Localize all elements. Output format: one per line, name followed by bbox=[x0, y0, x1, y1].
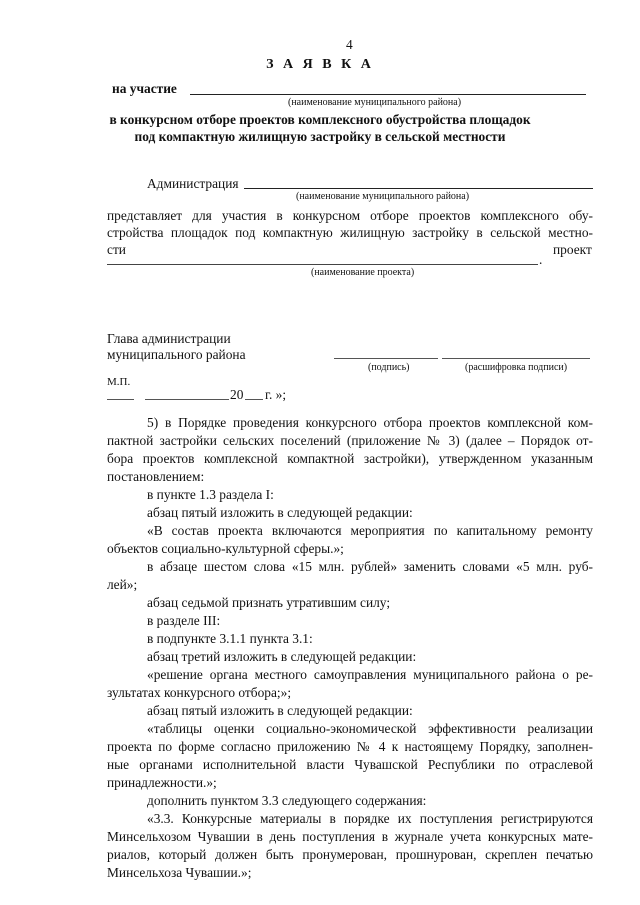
amend-line-9: в абзаце шестом слова «15 млн. рублей» заменить словами «5 млн. руб- bbox=[147, 559, 593, 574]
amend-line-1: 5) в Порядке проведения конкурсного отбора проектов комплексной ком- bbox=[147, 415, 593, 430]
date-year-line bbox=[245, 399, 263, 400]
amend-line-15: «решение органа местного самоуправления муниципального района о ре- bbox=[147, 667, 593, 682]
amend-line-20: ные органами исполнительной власти Чувашской Республики по отраслевой bbox=[107, 757, 593, 772]
admin-text-line-3-right: проект bbox=[553, 242, 592, 257]
amend-line-10: лей»; bbox=[107, 577, 138, 592]
amend-line-14: абзац третий изложить в следующей редакции: bbox=[147, 649, 417, 664]
date-day-line bbox=[107, 399, 134, 400]
amend-line-16: зультатах конкурсного отбора;»; bbox=[107, 685, 292, 700]
seal-label: М.П. bbox=[107, 376, 131, 388]
subject-line-2: под компактную жилищную застройку в сельской местности bbox=[134, 129, 506, 144]
project-line-end: . bbox=[539, 252, 543, 267]
document-title: З А Я В К А bbox=[266, 57, 374, 72]
amend-line-12: в разделе III: bbox=[147, 613, 221, 628]
decode-blank-line bbox=[442, 358, 590, 359]
district-caption: (наименование муниципального района) bbox=[288, 97, 462, 108]
administration-blank-line bbox=[244, 188, 593, 189]
amend-line-18: «таблицы оценки социально-экономической эффективности реализации bbox=[147, 721, 593, 736]
amend-line-6: абзац пятый изложить в следующей редакции: bbox=[147, 505, 413, 520]
head-title-line-2: муниципального района bbox=[107, 347, 246, 362]
date-month-line bbox=[145, 399, 229, 400]
page-number: 4 bbox=[346, 37, 353, 52]
project-caption: (наименование проекта) bbox=[311, 267, 415, 278]
amend-line-11: абзац седьмой признать утратившим силу; bbox=[147, 595, 391, 610]
amend-line-13: в подпункте 3.1.1 пункта 3.1: bbox=[147, 631, 313, 646]
administration-label: Администрация bbox=[147, 176, 239, 191]
amend-line-7: «В состав проекта включаются мероприятия по капитальному ремонту bbox=[147, 523, 593, 538]
admin-text-line-1: представляет для участия в конкурсном отборе проектов комплексного обу- bbox=[107, 208, 593, 223]
amend-line-22: дополнить пунктом 3.3 следующего содержания: bbox=[147, 793, 427, 808]
head-title-line-1: Глава администрации bbox=[107, 331, 231, 346]
amend-line-19: проекта по форме согласно приложению № 4 к настоящему Порядку, заполнен- bbox=[107, 739, 593, 754]
amend-line-21: принадлежности.»; bbox=[107, 775, 217, 790]
amend-line-3: бора проектов комплексной компактной застройки), утвержденном указанным bbox=[107, 451, 593, 466]
participation-label: на участие bbox=[112, 81, 177, 96]
amend-line-25: риалов, который должен быть пронумерован, прошнурован, скреплен печатью bbox=[107, 847, 593, 862]
amend-line-2: пактной застройки сельских поселений (приложение № 3) (далее – Порядок от- bbox=[107, 433, 593, 448]
amend-line-17: абзац пятый изложить в следующей редакции: bbox=[147, 703, 413, 718]
administration-caption: (наименование муниципального района) bbox=[296, 191, 470, 202]
project-blank-line bbox=[107, 264, 538, 265]
decode-caption: (расшифровка подписи) bbox=[465, 362, 568, 373]
amend-line-23: «3.3. Конкурсные материалы в порядке их поступления регистрируются bbox=[147, 811, 593, 826]
admin-text-line-2: стройства площадок под компактную жилищную застройку в сельской местно- bbox=[107, 225, 593, 240]
subject-line-1: в конкурсном отборе проектов комплексного обустройства площадок bbox=[109, 112, 531, 127]
signature-blank-line bbox=[334, 358, 438, 359]
amend-line-26: Минсельхоза Чувашии.»; bbox=[107, 865, 252, 880]
signature-caption: (подпись) bbox=[368, 362, 410, 373]
amend-line-24: Минсельхозом Чувашии в день поступления в журнале учета конкурсных мате- bbox=[107, 829, 593, 844]
amend-line-5: в пункте 1.3 раздела I: bbox=[147, 487, 274, 502]
district-blank-line bbox=[190, 94, 586, 95]
admin-text-line-3-left: сти bbox=[107, 242, 126, 257]
amend-line-8: объектов социально-культурной сферы.»; bbox=[107, 541, 344, 556]
amend-line-4: постановлением: bbox=[107, 469, 205, 484]
date-tail: г. »; bbox=[265, 387, 287, 402]
date-year-prefix: 20 bbox=[230, 387, 244, 402]
